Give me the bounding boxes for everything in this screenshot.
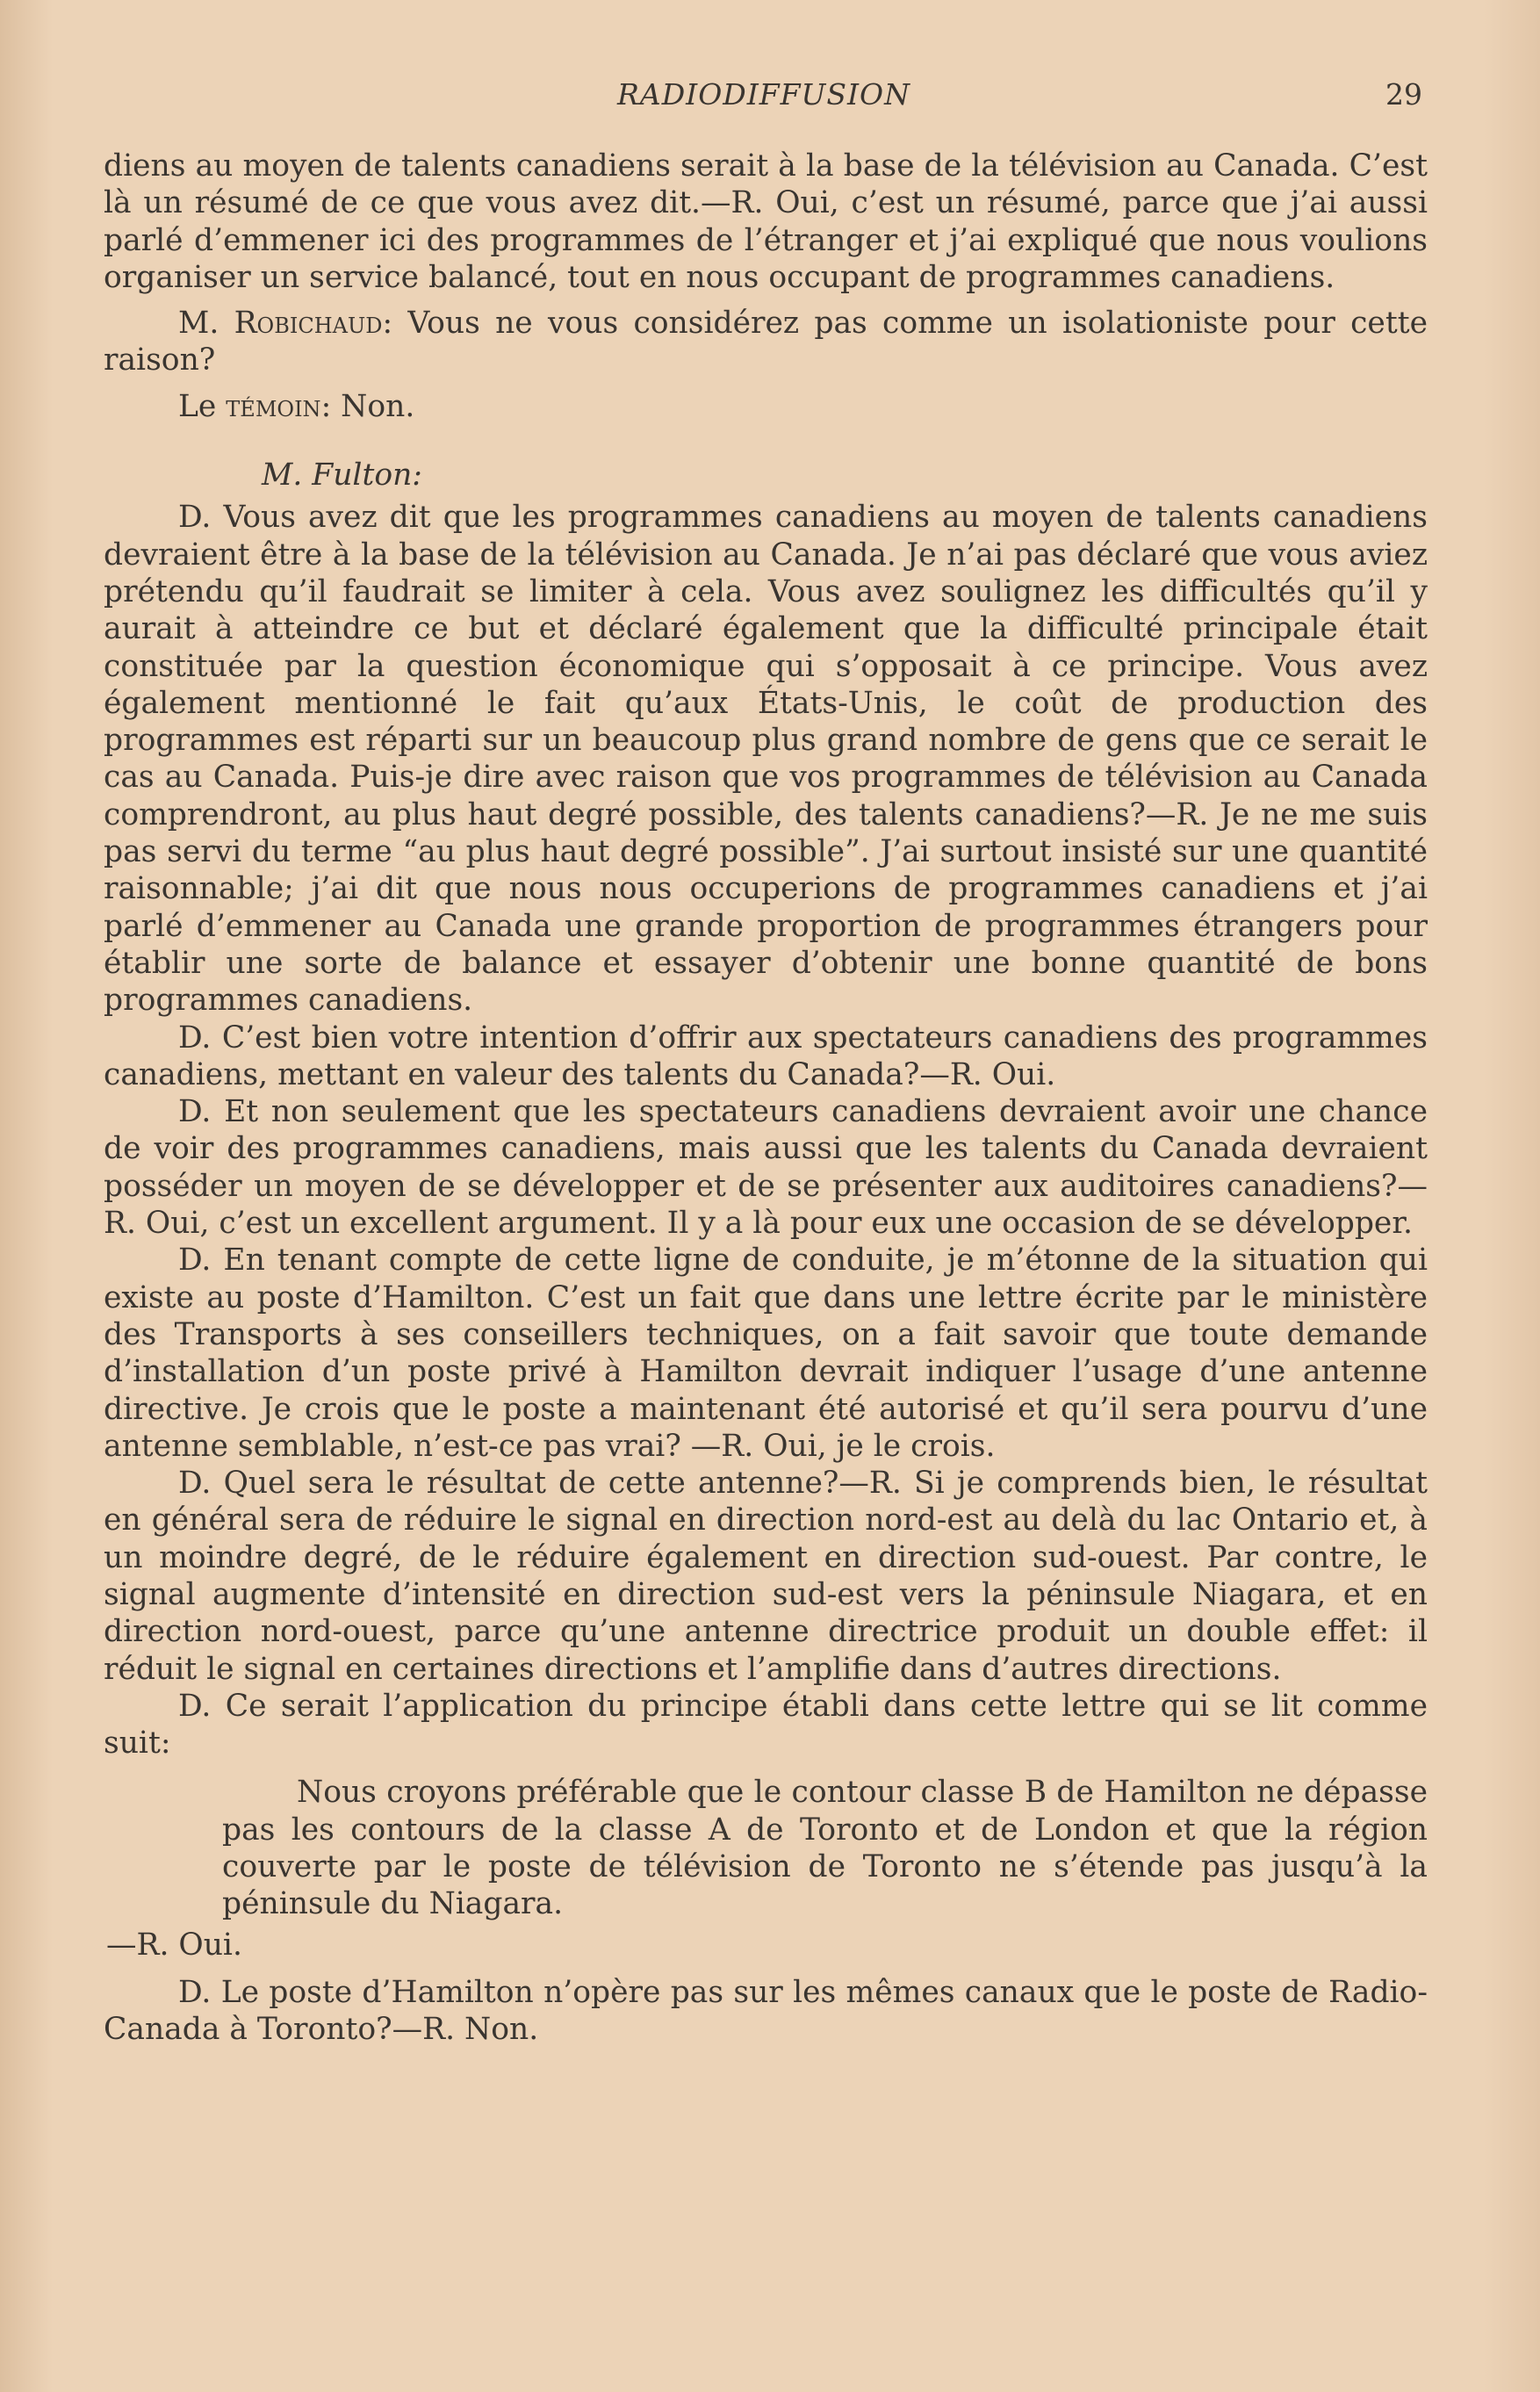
paragraph-1: diens au moyen de talents canadiens serait à la base de la télévision au Canada. C’est là un résumé de ce que vous avez dit.—R. Oui, c’est un résumé, parce que j’ai aussi parlé d’emmener ici des programmes de l’étranger et j’ai expliqué que nous voulions organiser un service balancé, tout en nous occupant de programmes canadiens.	[104, 148, 1428, 295]
answer: —R. Oui.	[106, 1927, 242, 1963]
speaker-name: témoin	[226, 388, 321, 424]
paragraph-10: D. Le poste d’Hamilton n’opère pas sur les mêmes canaux que le poste de Radio-Canada à Toronto?—R. Non.	[104, 1974, 1428, 2048]
speaker-text: : Vous ne vous considérez pas comme un isolationiste pour cette raison?	[104, 306, 1428, 378]
speaker-prefix: M.	[178, 306, 234, 342]
paragraph-4: D. Vous avez dit que les programmes canadiens au moyen de talents canadiens devraient être à la base de la télévision au Canada. Je n’ai pas déclaré que vous aviez prétendu qu’il faudrait se limiter à cela. Vous avez soulignez les difficultés qu’il y aurait à atteindre ce but et déclaré également que la difficulté principale était constituée par la question économique qui s’opposait à ce principe. Vous avez également mentionné le fait qu’aux États-Unis, le coût de production des programmes est réparti sur un beaucoup plus grand nombre de gens que ce serait le cas au Canada. Puis-je dire avec raison que vos programmes de télévision au Canada comprendront, au plus haut degré possible, des talents canadiens?—R. Je ne me suis pas servi du terme “au plus haut degré possible”. J’ai surtout insisté sur une quantité raisonnable; j’ai dit que nous nous occuperions de programmes canadiens et j’ai parlé d’emmener au Canada une grande proportion de programmes étrangers pour établir une sorte de balance et essayer d’obtenir une bonne quantité de bons programmes canadiens.	[104, 500, 1428, 1019]
block-quote: Nous croyons préférable que le contour classe B de Hamilton ne dépasse pas les contours de la classe A de Toronto et de London et que la région couverte par le poste de télévision de Toronto ne s’étende pas jusqu’à la péninsule du Niagara.	[222, 1775, 1428, 1922]
paragraph-8: D. Quel sera le résultat de cette antenne?—R. Si je comprends bien, le résultat en général sera de réduire le signal en direction nord-est au delà du lac Ontario et, à un moindre degré, de le réduire également en direction sud-ouest. Par contre, le signal augmente d’intensité en direction sud-est vers la péninsule Niagara, et en direction nord-ouest, parce qu’une antenne directrice produit un double effet: il réduit le signal en certaines directions et l’amplifie dans d’autres directions.	[104, 1466, 1428, 1687]
paragraph-7: D. En tenant compte de cette ligne de conduite, je m’étonne de la situation qui existe au poste d’Hamilton. C’est un fait que dans une lettre écrite par le ministère des Transports à ses conseillers techniques, on a fait savoir que toute demande d’installation d’un poste privé à Hamilton devrait indiquer l’usage d’une antenne directive. Je crois que le poste a maintenant été autorisé et qu’il sera pourvu d’une antenne semblable, n’est-ce pas vrai? —R. Oui, je le crois.	[104, 1243, 1428, 1464]
paragraph-5: D. C’est bien votre intention d’offrir aux spectateurs canadiens des programmes canadiens, mettant en valeur des talents du Canada?—R. Oui.	[104, 1019, 1428, 1092]
speaker-name: Robichaud	[234, 306, 383, 342]
page-number: 29	[1385, 77, 1422, 112]
page-header	[105, 77, 1422, 121]
speaker-prefix: Le	[178, 388, 227, 424]
speaker-text: : Non.	[320, 388, 415, 424]
running-head: RADIODIFFUSION	[617, 77, 910, 112]
page-body	[104, 148, 1428, 2049]
speaker-heading: M. Fulton:	[262, 458, 422, 494]
paragraph-6: D. Et non seulement que les spectateurs canadiens devraient avoir une chance de voir des programmes canadiens, mais aussi que les talents du Canada devraient posséder un moyen de se développer et de se présenter aux auditoires canadiens?—R. Oui, c’est un excellent argument. Il y a là pour eux une occasion de se développer.	[104, 1094, 1428, 1242]
paragraph-temoin	[104, 388, 1428, 425]
paragraph-9: D. Ce serait l’application du principe établi dans cette lettre qui se lit comme suit:	[104, 1688, 1428, 1762]
paragraph-robichaud	[104, 305, 1428, 379]
